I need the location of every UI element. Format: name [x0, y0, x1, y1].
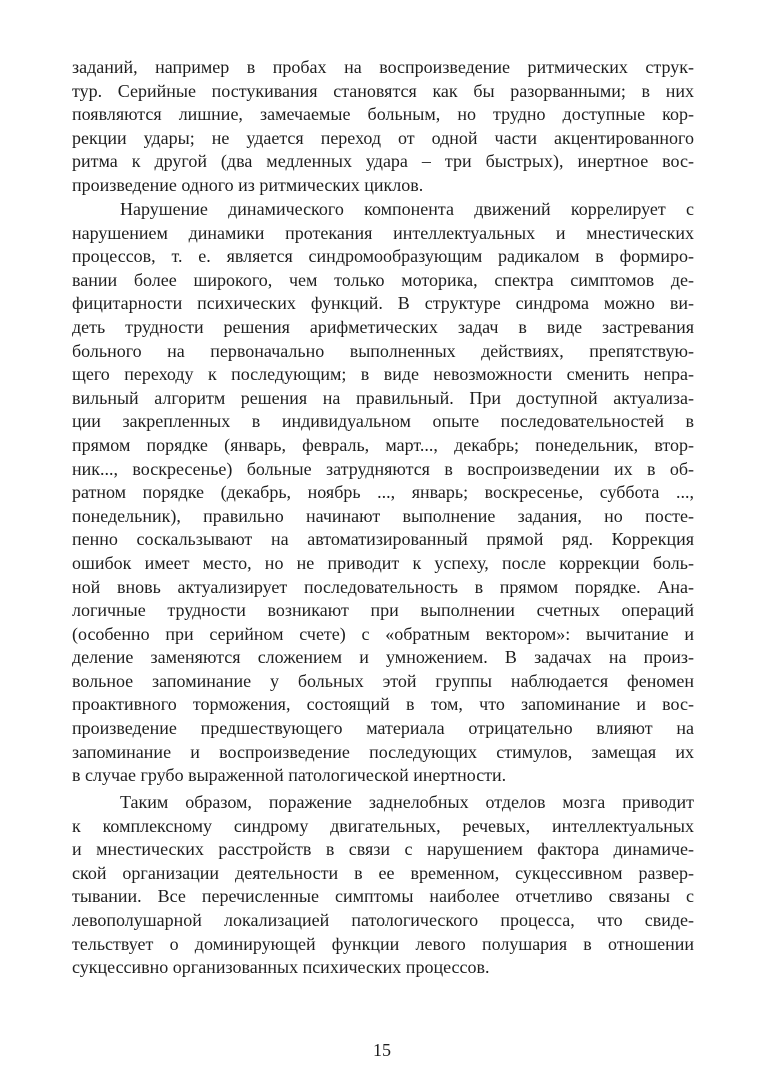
text-line: тывании. Все перечисленные симптомы наиболее отчетливо связаны с — [72, 886, 694, 907]
text-line: вании более широкого, чем только моторика, спектра симптомов де- — [72, 269, 694, 290]
text-line: Нарушение динамического компонента движений коррелирует с — [120, 199, 694, 219]
paragraph-3 — [72, 791, 694, 980]
text-line: процессов, т. е. является синдромообразующим радикалом в формиро- — [72, 246, 694, 267]
text-line: запоминание и воспроизведение последующих стимулов, замещая их — [72, 741, 694, 762]
text-line: щего переходу к последующим; в виде невозможности сменить непра- — [72, 364, 694, 385]
text-line: деление заменяются сложением и умножением. В задачах на произ- — [72, 647, 694, 668]
text-line: в случае грубо выраженной патологической инертности. — [72, 765, 507, 786]
text-line: больного на первоначально выполненных действиях, препятствую- — [72, 340, 694, 361]
text-line: заданий, например в пробах на воспроизведение ритмических струк- — [72, 57, 694, 77]
text-line: ошибок имеет место, но не приводит к успеху, после коррекции боль- — [72, 552, 694, 573]
text-line: ской организации деятельности в ее временном, сукцессивном развер- — [72, 862, 694, 883]
text-line: и мнестических расстройств в связи с нарушением фактора динамиче- — [72, 839, 694, 860]
text-line: деть трудности решения арифметических задач в виде застревания — [72, 316, 694, 337]
text-line: проактивного торможения, состоящий в том, что запоминание и вос- — [72, 694, 694, 715]
paragraph-1 — [72, 56, 694, 198]
text-line: тур. Серийные постукивания становятся как бы разорванными; в них — [72, 80, 694, 101]
text-line: пенно соскальзывают на автоматизированный прямой ряд. Коррекция — [72, 529, 694, 550]
text-line: ник..., воскресенье) больные затрудняются в воспроизведении их в об- — [72, 458, 694, 479]
text-line: прямом порядке (январь, февраль, март..., декабрь; понедельник, втор- — [72, 434, 694, 455]
text-line: логичные трудности возникают при выполнении счетных операций — [72, 600, 694, 621]
text-line: вильный алгоритм решения на правильный. При доступной актуализа- — [72, 387, 694, 408]
text-line: ной вновь актуализирует последовательность в прямом порядке. Ана- — [72, 576, 694, 597]
text-line: понедельник), правильно начинают выполнение задания, но посте- — [72, 505, 694, 526]
text-line: ратном порядке (декабрь, ноябрь ..., январь; воскресенье, суббота ..., — [72, 482, 694, 503]
text-line: рекции удары; не удается переход от одной части акцентированного — [72, 127, 694, 148]
text-line: нарушением динамики протекания интеллектуальных и мнестических — [72, 222, 694, 243]
page-number: 15 — [373, 1040, 391, 1060]
text-line: появляются лишние, замечаемые больным, но трудно доступные кор- — [72, 104, 694, 125]
text-line: произведение предшествующего материала отрицательно влияют на — [72, 718, 694, 739]
text-line: вольное запоминание у больных этой группы наблюдается феномен — [72, 670, 694, 691]
text-line: ритма к другой (два медленных удара – три быстрых), инертное вос- — [72, 151, 694, 172]
text-line: ции закрепленных в индивидуальном опыте последовательностей в — [72, 411, 694, 432]
text-line: Таким образом, поражение заднелобных отделов мозга приводит — [120, 792, 694, 812]
paragraph-2 — [72, 198, 694, 788]
text-line: тельствует о доминирующей функции левого полушария в отношении — [72, 933, 694, 954]
text-line: левополушарной локализацией патологического процесса, что свиде- — [72, 909, 694, 930]
text-line: (особенно при серийном счете) с «обратным вектором»: вычитание и — [72, 623, 694, 644]
text-line: произведение одного из ритмических циклов. — [72, 174, 424, 195]
text-line: фицитарности психических функций. В структуре синдрома можно ви- — [72, 293, 694, 314]
text-line: сукцессивно организованных психических процессов. — [72, 957, 490, 978]
text-line: к комплексному синдрому двигательных, речевых, интеллектуальных — [72, 815, 694, 836]
